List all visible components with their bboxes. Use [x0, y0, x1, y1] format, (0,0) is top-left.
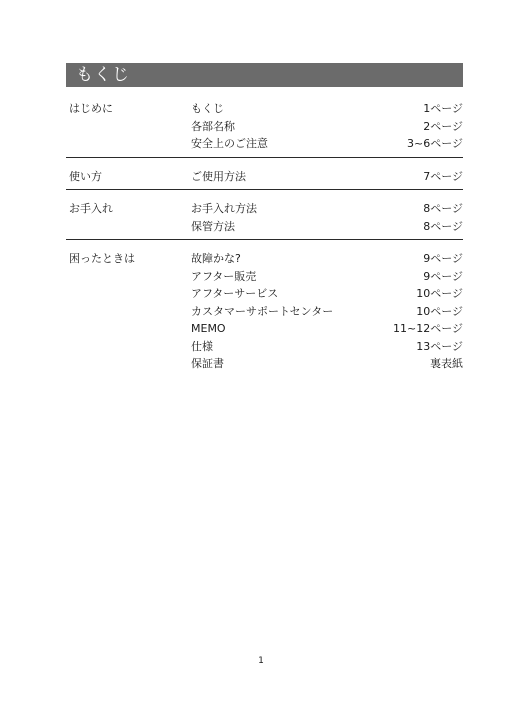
- entry-page: 8ページ: [423, 202, 463, 215]
- entry-name: 仕様: [191, 339, 213, 353]
- toc-title-bar: [66, 63, 463, 87]
- entry-page: 裏表紙: [430, 357, 463, 370]
- section-title: 使い方: [69, 169, 102, 183]
- toc-entry[interactable]: [66, 338, 463, 356]
- entry-name: 各部名称: [191, 119, 235, 133]
- entry-name: 保管方法: [191, 219, 235, 233]
- entry-page: 9ページ: [423, 252, 463, 265]
- toc-entry[interactable]: [66, 268, 463, 286]
- entry-page: 2ページ: [423, 119, 463, 133]
- toc-entry[interactable]: [66, 135, 463, 153]
- entry-page: 7ページ: [423, 169, 463, 183]
- page-number: 1: [258, 656, 264, 666]
- entry-name: ご使用方法: [191, 169, 246, 183]
- section-title: はじめに: [69, 102, 113, 115]
- toc-section-usage: [66, 158, 463, 191]
- entry-page: 1ページ: [423, 102, 463, 115]
- toc-entry[interactable]: [66, 355, 463, 373]
- toc-section-care: [66, 190, 463, 240]
- entry-name: お手入れ方法: [191, 202, 257, 215]
- toc-entry[interactable]: [66, 285, 463, 303]
- entry-name: 故障かな?: [191, 252, 241, 265]
- entry-name: もくじ: [191, 102, 224, 115]
- page-title: もくじ: [76, 65, 130, 85]
- toc-section-introduction: [66, 95, 463, 158]
- toc-entry[interactable]: [66, 200, 463, 218]
- toc-section-troubleshooting: [66, 240, 463, 377]
- entry-page: 10ページ: [416, 287, 463, 300]
- entry-name: アフター販売: [191, 269, 257, 283]
- entry-page: 11~12ページ: [393, 322, 463, 335]
- entry-name: MEMO: [191, 322, 226, 335]
- toc-entry[interactable]: [66, 118, 463, 136]
- entry-page: 8ページ: [423, 219, 463, 233]
- toc-entry[interactable]: [66, 218, 463, 236]
- toc-entry[interactable]: [66, 168, 463, 186]
- toc-entry[interactable]: [66, 303, 463, 321]
- entry-page: 10ページ: [416, 304, 463, 318]
- toc-entry[interactable]: [66, 250, 463, 268]
- toc-entry[interactable]: [66, 100, 463, 118]
- entry-page: 13ページ: [416, 339, 463, 353]
- entry-page: 3~6ページ: [407, 137, 463, 150]
- toc-entry[interactable]: [66, 320, 463, 338]
- entry-page: 9ページ: [423, 269, 463, 283]
- section-title: お手入れ: [69, 202, 113, 215]
- entry-name: アフターサービス: [191, 287, 279, 300]
- entry-name: 安全上のご注意: [191, 137, 268, 150]
- entry-name: カスタマーサポートセンター: [191, 304, 334, 318]
- table-of-contents: [66, 95, 463, 377]
- entry-name: 保証書: [191, 357, 224, 370]
- section-title: 困ったときは: [69, 252, 135, 265]
